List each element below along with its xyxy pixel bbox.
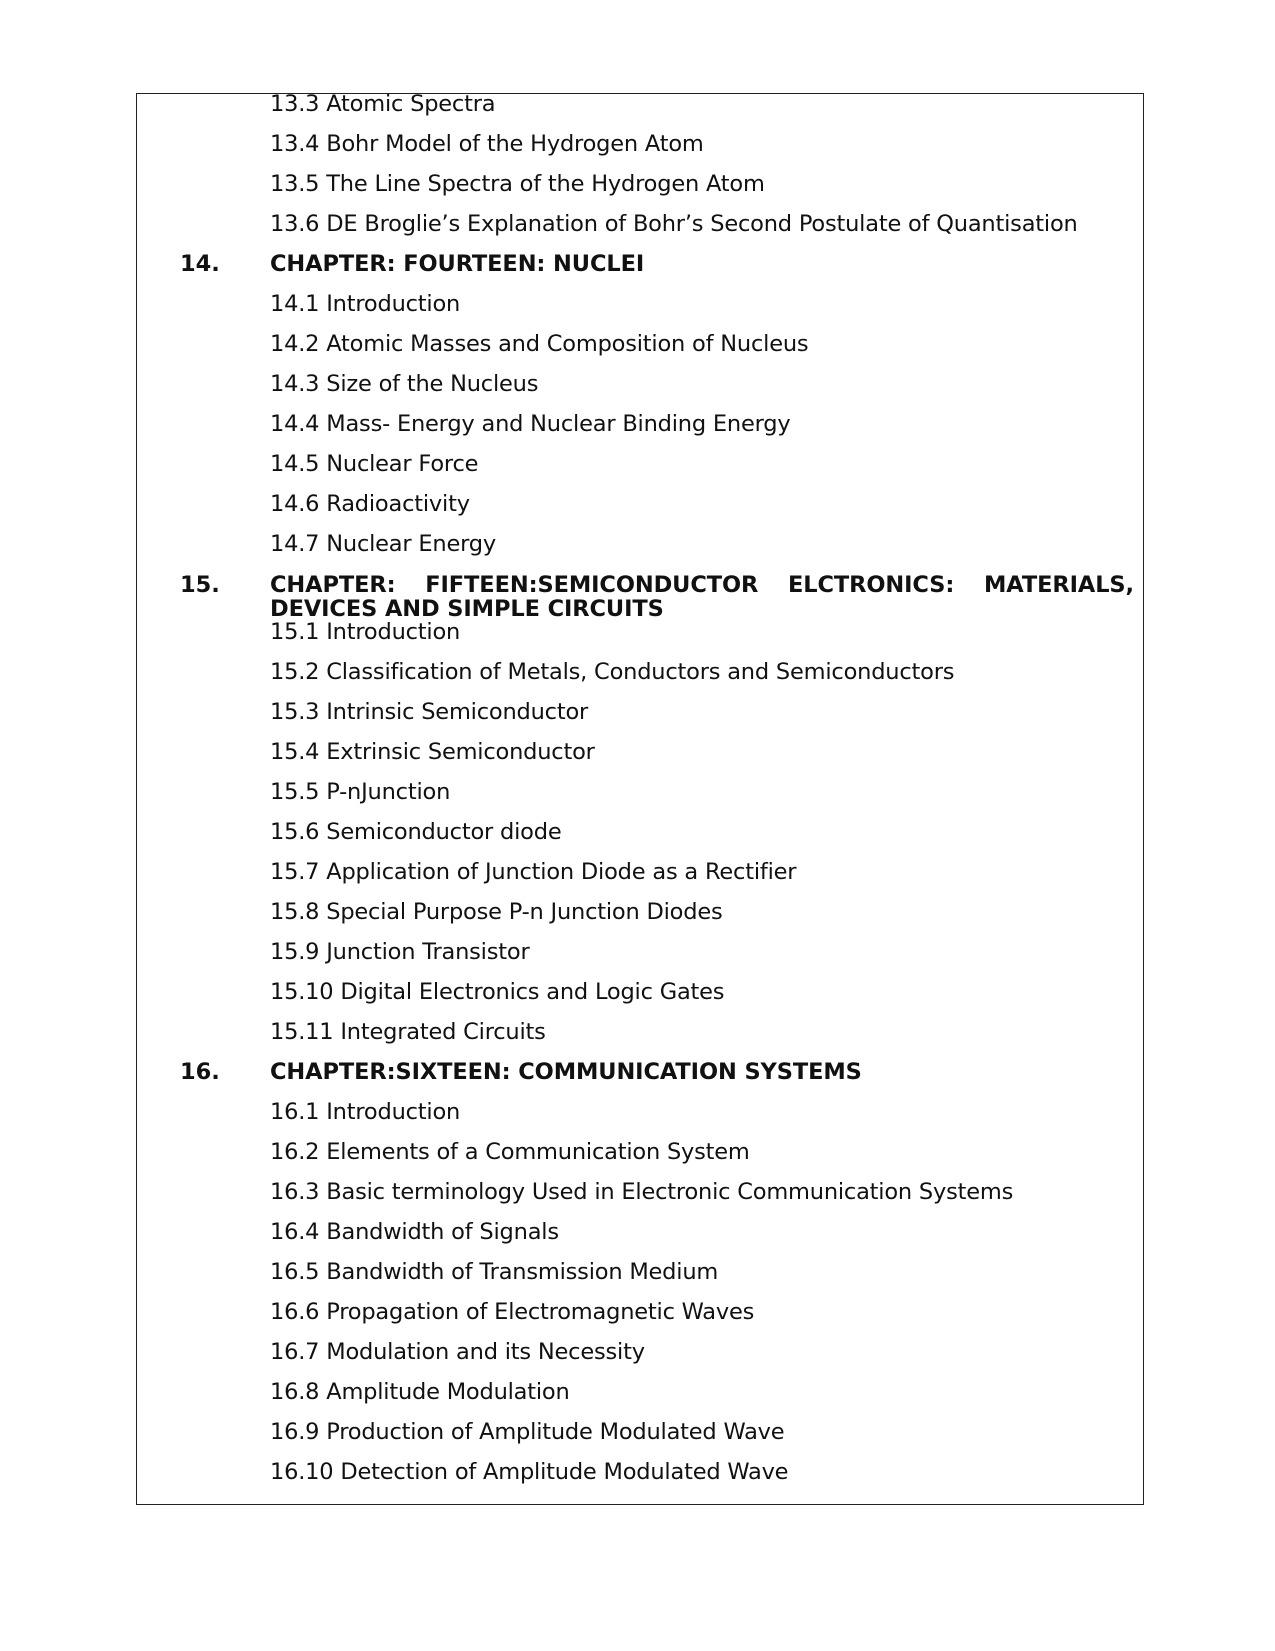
section-14-6: 14.6 Radioactivity xyxy=(270,491,470,517)
section-15-11: 15.11 Integrated Circuits xyxy=(270,1019,546,1045)
section-16-5: 16.5 Bandwidth of Transmission Medium xyxy=(270,1259,719,1285)
section-16-3: 16.3 Basic terminology Used in Electronic Communication Systems xyxy=(270,1179,1014,1205)
section-16-7: 16.7 Modulation and its Necessity xyxy=(270,1339,645,1365)
section-15-6: 15.6 Semiconductor diode xyxy=(270,819,562,845)
chapter-16-number: 16. xyxy=(180,1059,220,1085)
section-15-2: 15.2 Classification of Metals, Conductors and Semiconductors xyxy=(270,659,955,685)
section-15-9: 15.9 Junction Transistor xyxy=(270,939,530,965)
chapter-15-title-line-2: DEVICES AND SIMPLE CIRCUITS xyxy=(270,596,664,622)
section-14-4: 14.4 Mass- Energy and Nuclear Binding Energy xyxy=(270,411,791,437)
section-15-7: 15.7 Application of Junction Diode as a Rectifier xyxy=(270,859,797,885)
chapter-16-title: CHAPTER:SIXTEEN: COMMUNICATION SYSTEMS xyxy=(270,1059,862,1085)
section-13-6: 13.6 DE Broglie’s Explanation of Bohr’s Second Postulate of Quantisation xyxy=(270,211,1078,237)
section-13-5: 13.5 The Line Spectra of the Hydrogen Atom xyxy=(270,171,765,197)
section-15-1: 15.1 Introduction xyxy=(270,619,461,645)
section-14-3: 14.3 Size of the Nucleus xyxy=(270,371,539,397)
section-16-1: 16.1 Introduction xyxy=(270,1099,461,1125)
section-16-8: 16.8 Amplitude Modulation xyxy=(270,1379,570,1405)
section-16-2: 16.2 Elements of a Communication System xyxy=(270,1139,750,1165)
section-13-3: 13.3 Atomic Spectra xyxy=(270,91,496,117)
chapter-14-number: 14. xyxy=(180,251,220,277)
chapter-15-number: 15. xyxy=(180,572,220,598)
section-15-5: 15.5 P-nJunction xyxy=(270,779,451,805)
section-16-4: 16.4 Bandwidth of Signals xyxy=(270,1219,559,1245)
section-15-10: 15.10 Digital Electronics and Logic Gates xyxy=(270,979,725,1005)
section-16-10: 16.10 Detection of Amplitude Modulated Wave xyxy=(270,1459,789,1485)
section-13-4: 13.4 Bohr Model of the Hydrogen Atom xyxy=(270,131,704,157)
section-14-5: 14.5 Nuclear Force xyxy=(270,451,479,477)
section-15-3: 15.3 Intrinsic Semiconductor xyxy=(270,699,589,725)
section-14-7: 14.7 Nuclear Energy xyxy=(270,531,496,557)
section-15-4: 15.4 Extrinsic Semiconductor xyxy=(270,739,595,765)
section-14-1: 14.1 Introduction xyxy=(270,291,461,317)
chapter-14-title: CHAPTER: FOURTEEN: NUCLEI xyxy=(270,251,645,277)
section-16-9: 16.9 Production of Amplitude Modulated Wave xyxy=(270,1419,785,1445)
section-16-6: 16.6 Propagation of Electromagnetic Waves xyxy=(270,1299,755,1325)
chapter-15-title-line-1: CHAPTER: FIFTEEN:SEMICONDUCTOR ELCTRONICS: MATERIALS, xyxy=(270,572,1134,598)
section-14-2: 14.2 Atomic Masses and Composition of Nucleus xyxy=(270,331,809,357)
section-15-8: 15.8 Special Purpose P-n Junction Diodes xyxy=(270,899,723,925)
chapter-15-title xyxy=(270,573,1134,621)
